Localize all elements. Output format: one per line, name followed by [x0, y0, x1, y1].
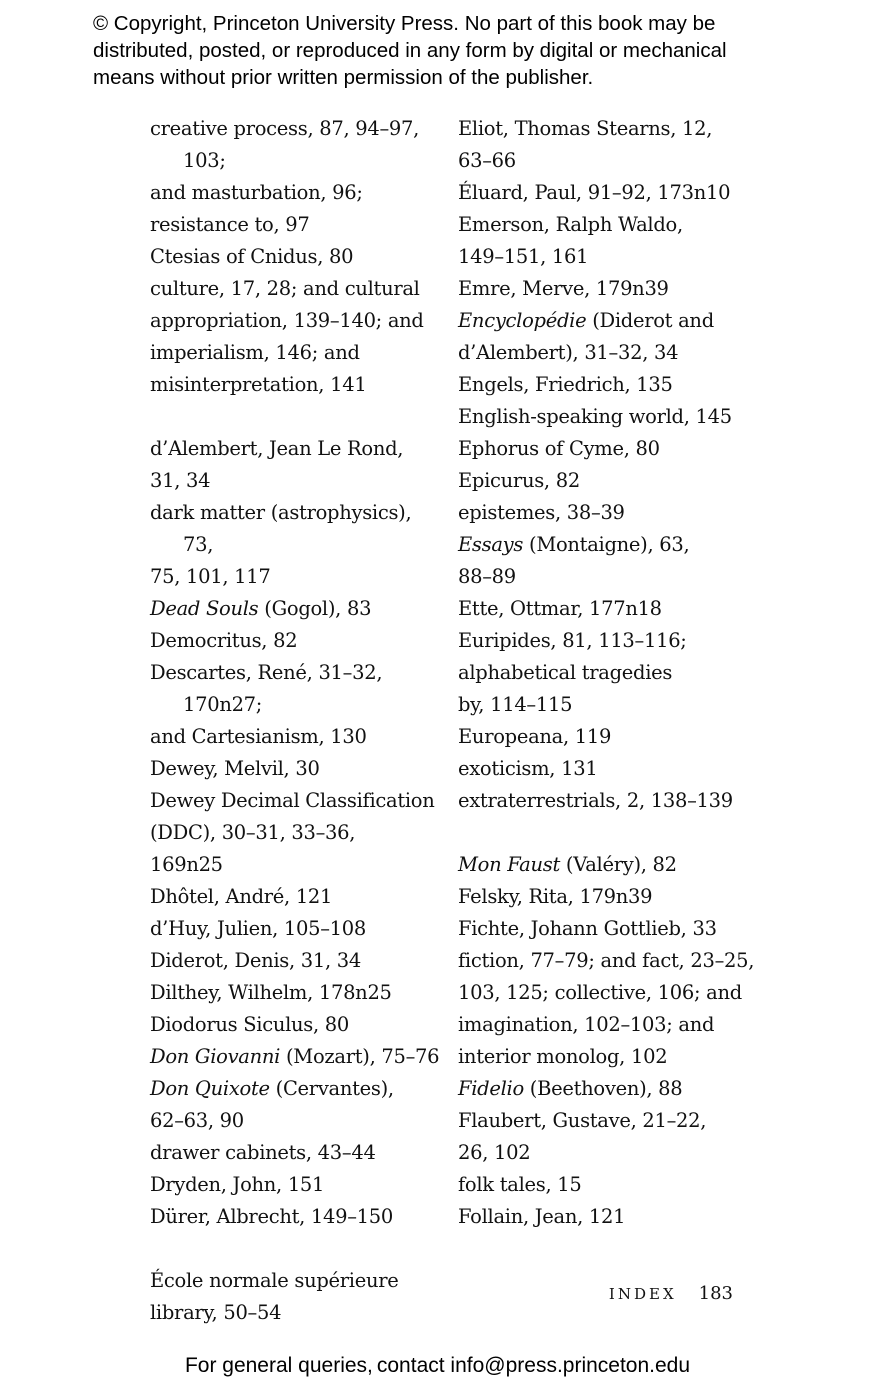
entry-line: Democritus, 82 — [150, 629, 298, 652]
index-entry — [150, 945, 440, 977]
index-entry — [458, 305, 758, 369]
entry-line: resistance to, 97 — [150, 213, 310, 236]
entry-text: (Cervantes), — [269, 1077, 394, 1100]
entry-line: alphabetical tragedies — [458, 661, 673, 684]
entry-line: Dürer, Albrecht, 149–150 — [150, 1205, 393, 1228]
entry-line: Ctesias of Cnidus, 80 — [150, 245, 354, 268]
entry-line: Epicurus, 82 — [458, 469, 580, 492]
entry-line: Eliot, Thomas Stearns, 12, — [458, 117, 713, 140]
index-entry — [458, 177, 758, 209]
index-entry — [150, 593, 440, 625]
index-column-left — [150, 113, 440, 1329]
entry-line: Dilthey, Wilhelm, 178n25 — [150, 981, 392, 1004]
index-entry — [458, 881, 758, 913]
entry-line: Europeana, 119 — [458, 725, 612, 748]
entry-line: and Cartesianism, 130 — [150, 725, 367, 748]
index-entry — [458, 433, 758, 465]
entry-line: fiction, 77–79; and fact, 23–25, — [458, 949, 755, 972]
entry-line: Follain, Jean, 121 — [458, 1205, 626, 1228]
entry-line: 149–151, 161 — [458, 245, 589, 268]
index-entry — [150, 1201, 440, 1233]
entry-line — [458, 305, 758, 337]
index-entry — [150, 1169, 440, 1201]
entry-line: appropriation, 139–140; and — [150, 309, 424, 332]
index-entry — [458, 945, 758, 1073]
index-entry — [458, 1201, 758, 1233]
footer-contact — [0, 1352, 875, 1380]
entry-line — [458, 1073, 758, 1105]
entry-line — [150, 1041, 440, 1073]
entry-line: Dewey Decimal Classification — [150, 789, 435, 812]
index-entry — [458, 593, 758, 625]
work-title: Dead Souls — [150, 597, 259, 620]
entry-line: 63–66 — [458, 149, 516, 172]
index-entry — [458, 625, 758, 721]
index-entry — [150, 1265, 440, 1329]
entry-text: (Mozart), 75–76 — [280, 1045, 440, 1068]
letter-section-gap — [458, 817, 758, 849]
entry-line: 88–89 — [458, 565, 516, 588]
entry-line: culture, 17, 28; and cultural — [150, 277, 420, 300]
work-title: Don Giovanni — [150, 1045, 281, 1068]
entry-line: English-speaking world, 145 — [458, 405, 732, 428]
index-entry — [150, 1041, 440, 1073]
entry-line: extraterrestrials, 2, 138–139 — [458, 789, 733, 812]
index-entry — [150, 433, 440, 497]
entry-line: Ette, Ottmar, 177n18 — [458, 597, 662, 620]
entry-line — [150, 1073, 440, 1105]
index-entry — [458, 497, 758, 529]
footer-prefix: For general queries, — [184, 1354, 373, 1377]
index-column-right — [458, 113, 758, 1233]
page-number: 183 — [698, 1283, 733, 1304]
entry-line: Ephorus of Cyme, 80 — [458, 437, 660, 460]
entry-line: epistemes, 38–39 — [458, 501, 625, 524]
entry-line: Dhôtel, André, 121 — [150, 885, 333, 908]
index-entry — [150, 241, 440, 273]
running-foot — [609, 1278, 733, 1310]
index-entry — [458, 753, 758, 785]
entry-line: d’Alembert, Jean Le Rond, — [150, 437, 404, 460]
entry-line: imagination, 102–103; and — [458, 1013, 715, 1036]
entry-line: Fichte, Johann Gottlieb, 33 — [458, 917, 717, 940]
index-entry — [458, 1169, 758, 1201]
index-entry — [458, 721, 758, 753]
entry-line: imperialism, 146; and — [150, 341, 360, 364]
index-entry — [458, 849, 758, 881]
entry-line: interior monolog, 102 — [458, 1045, 668, 1068]
index-entry — [458, 273, 758, 305]
entry-line: and masturbation, 96; — [150, 181, 363, 204]
entry-line: 75, 101, 117 — [150, 565, 271, 588]
entry-line: Emre, Merve, 179n39 — [458, 277, 669, 300]
index-entry — [150, 273, 440, 401]
index-entry — [458, 209, 758, 273]
index-entry — [150, 881, 440, 913]
copyright-line: © Copyright, Princeton University Press. No part of this book may be — [93, 12, 716, 35]
work-title: Mon Faust — [458, 853, 560, 876]
index-entry — [150, 1073, 440, 1137]
letter-section-gap — [150, 1233, 440, 1265]
index-entry — [458, 113, 758, 177]
entry-line: École normale supérieure — [150, 1269, 399, 1292]
entry-line — [458, 529, 758, 561]
index-entry — [458, 785, 758, 817]
entry-line: Felsky, Rita, 179n39 — [458, 885, 653, 908]
work-title: Encyclopédie — [458, 309, 587, 332]
entry-line: misinterpretation, 141 — [150, 373, 367, 396]
copyright-notice — [93, 10, 853, 91]
index-entry — [458, 1073, 758, 1105]
entry-line: Emerson, Ralph Waldo, — [458, 213, 683, 236]
entry-line: Éluard, Paul, 91–92, 173n10 — [458, 181, 731, 204]
entry-line: exoticism, 131 — [458, 757, 598, 780]
entry-text: (Beethoven), 88 — [523, 1077, 683, 1100]
entry-line: d’Huy, Julien, 105–108 — [150, 917, 367, 940]
index-entry — [458, 529, 758, 593]
entry-line — [458, 849, 758, 881]
entry-text: (Montaigne), 63, — [523, 533, 690, 556]
entry-line: Descartes, René, 31–32, 170n27; — [150, 661, 383, 716]
entry-line: 26, 102 — [458, 1141, 531, 1164]
entry-line: dark matter (astrophysics), 73, — [150, 501, 412, 556]
entry-line: Euripides, 81, 113–116; — [458, 629, 687, 652]
entry-line: 103, 125; collective, 106; and — [458, 981, 742, 1004]
index-entry — [150, 657, 440, 753]
index-entry — [458, 369, 758, 401]
index-entry — [150, 913, 440, 945]
entry-line: Diderot, Denis, 31, 34 — [150, 949, 361, 972]
index-entry — [150, 625, 440, 657]
entry-text: (Valéry), 82 — [560, 853, 677, 876]
index-entry — [150, 753, 440, 785]
running-foot-label: INDEX — [608, 1285, 677, 1303]
copyright-line: means without prior written permission of the publisher. — [93, 66, 594, 89]
entry-line: folk tales, 15 — [458, 1173, 582, 1196]
index-entry — [458, 1105, 758, 1169]
entry-line: creative process, 87, 94–97, 103; — [150, 117, 420, 172]
work-title: Fidelio — [458, 1077, 524, 1100]
entry-line: library, 50–54 — [150, 1301, 282, 1324]
entry-text: (Diderot and — [586, 309, 714, 332]
index-entry — [458, 913, 758, 945]
entry-text: (Gogol), 83 — [258, 597, 372, 620]
entry-line: Diodorus Siculus, 80 — [150, 1013, 350, 1036]
entry-line: d’Alembert), 31–32, 34 — [458, 341, 679, 364]
entry-line — [150, 593, 440, 625]
letter-section-gap — [150, 401, 440, 433]
entry-line: drawer cabinets, 43–44 — [150, 1141, 376, 1164]
entry-line: Dewey, Melvil, 30 — [150, 757, 320, 780]
index-entry — [458, 401, 758, 433]
entry-line: 31, 34 — [150, 469, 211, 492]
index-entry — [150, 1009, 440, 1041]
entry-line: Dryden, John, 151 — [150, 1173, 325, 1196]
footer-contact-text: contact info@press.princeton.edu — [376, 1354, 691, 1377]
index-entry — [150, 1137, 440, 1169]
work-title: Essays — [458, 533, 524, 556]
index-entry — [150, 977, 440, 1009]
index-entry — [150, 497, 440, 593]
entry-line: (DDC), 30–31, 33–36, — [150, 821, 356, 844]
entry-line: Engels, Friedrich, 135 — [458, 373, 673, 396]
entry-line: 62–63, 90 — [150, 1109, 244, 1132]
entry-line: 169n25 — [150, 853, 223, 876]
index-entry — [458, 465, 758, 497]
index-entry — [150, 113, 440, 241]
entry-line: by, 114–115 — [458, 693, 573, 716]
index-entry — [150, 785, 440, 881]
work-title: Don Quixote — [150, 1077, 270, 1100]
copyright-line: distributed, posted, or reproduced in any form by digital or mechanical — [93, 39, 727, 62]
entry-line: Flaubert, Gustave, 21–22, — [458, 1109, 707, 1132]
